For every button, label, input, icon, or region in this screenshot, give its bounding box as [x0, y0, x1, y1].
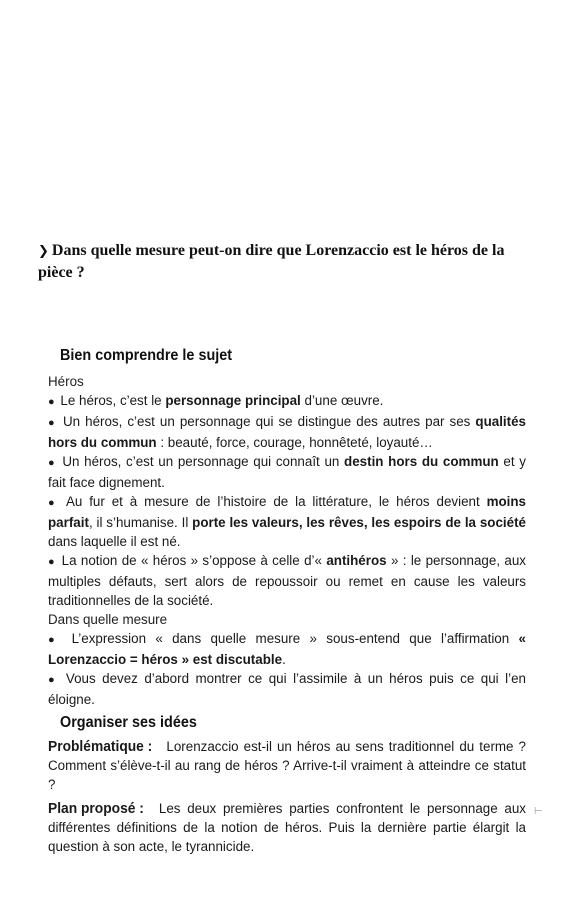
subheading-mesure: Dans quelle mesure: [48, 612, 168, 627]
margin-mark: ⊢: [534, 806, 543, 817]
subheading-heros: Héros: [48, 374, 84, 389]
problematique-paragraph: Problématique : Lorenzaccio est-il un héros au sens traditionnel du terme ? Comment s’élève-t-il au rang de héros ? Arrive-t-il vraiment à atteindre ce statut ?: [48, 738, 526, 792]
bullet-2: ● Un héros, c’est un personnage qui se distingue des autres par ses qualités hors du commun : beauté, force, courage, honnêteté, loyauté…: [48, 414, 526, 450]
plan-paragraph: Plan proposé : Les deux premières parties confrontent le personnage aux différentes définitions de la notion de héros. Puis la dernière partie élargit la question à son acte, le tyrannicide.: [48, 800, 526, 854]
bullet-icon: ●: [48, 457, 56, 469]
bullet-7: ● Vous devez d’abord montrer ce qui l’assimile à un héros puis ce qui l’en éloigne.: [48, 671, 526, 707]
section-comprendre-body: [48, 372, 526, 709]
bullet-1: ● Le héros, c’est le personnage principal d’une œuvre.: [48, 393, 384, 408]
bullet-icon: ●: [48, 674, 58, 686]
section-title-comprendre: Bien comprendre le sujet: [60, 347, 233, 364]
bullet-5: ● La notion de « héros » s’oppose à celle d’« antihéros » : le personnage, aux multiples défauts, sert alors de repoussoir ou remet en cause les valeurs traditionnelles de la société.: [48, 553, 526, 608]
bullet-3: ● Un héros, c’est un personnage qui connaît un destin hors du commun et y fait face dignement.: [48, 454, 526, 490]
plan-label: Plan proposé :: [48, 800, 144, 817]
bullet-icon: ●: [48, 417, 56, 429]
bullet-icon: ●: [48, 497, 58, 509]
bullet-4: ● Au fur et à mesure de l’histoire de la littérature, le héros devient moins parfait, il s’humanise. Il porte les valeurs, les rêves, les espoirs de la société dans laquelle il est né.: [48, 494, 526, 549]
chevron-right-icon: ❯: [38, 244, 49, 259]
bullet-icon: ●: [48, 556, 56, 568]
bullet-6: ● L’expression « dans quelle mesure » sous-entend que l’affirmation « Lorenzaccio = héros » est discutable.: [48, 631, 526, 667]
question-text: Dans quelle mesure peut-on dire que Lorenzaccio est le héros de la pièce ?: [38, 242, 505, 281]
section-title-organiser: Organiser ses idées: [60, 714, 197, 731]
question: [38, 240, 538, 283]
problematique-label: Problématique :: [48, 738, 153, 755]
bullet-icon: ●: [48, 396, 55, 408]
bullet-icon: ●: [48, 634, 61, 646]
